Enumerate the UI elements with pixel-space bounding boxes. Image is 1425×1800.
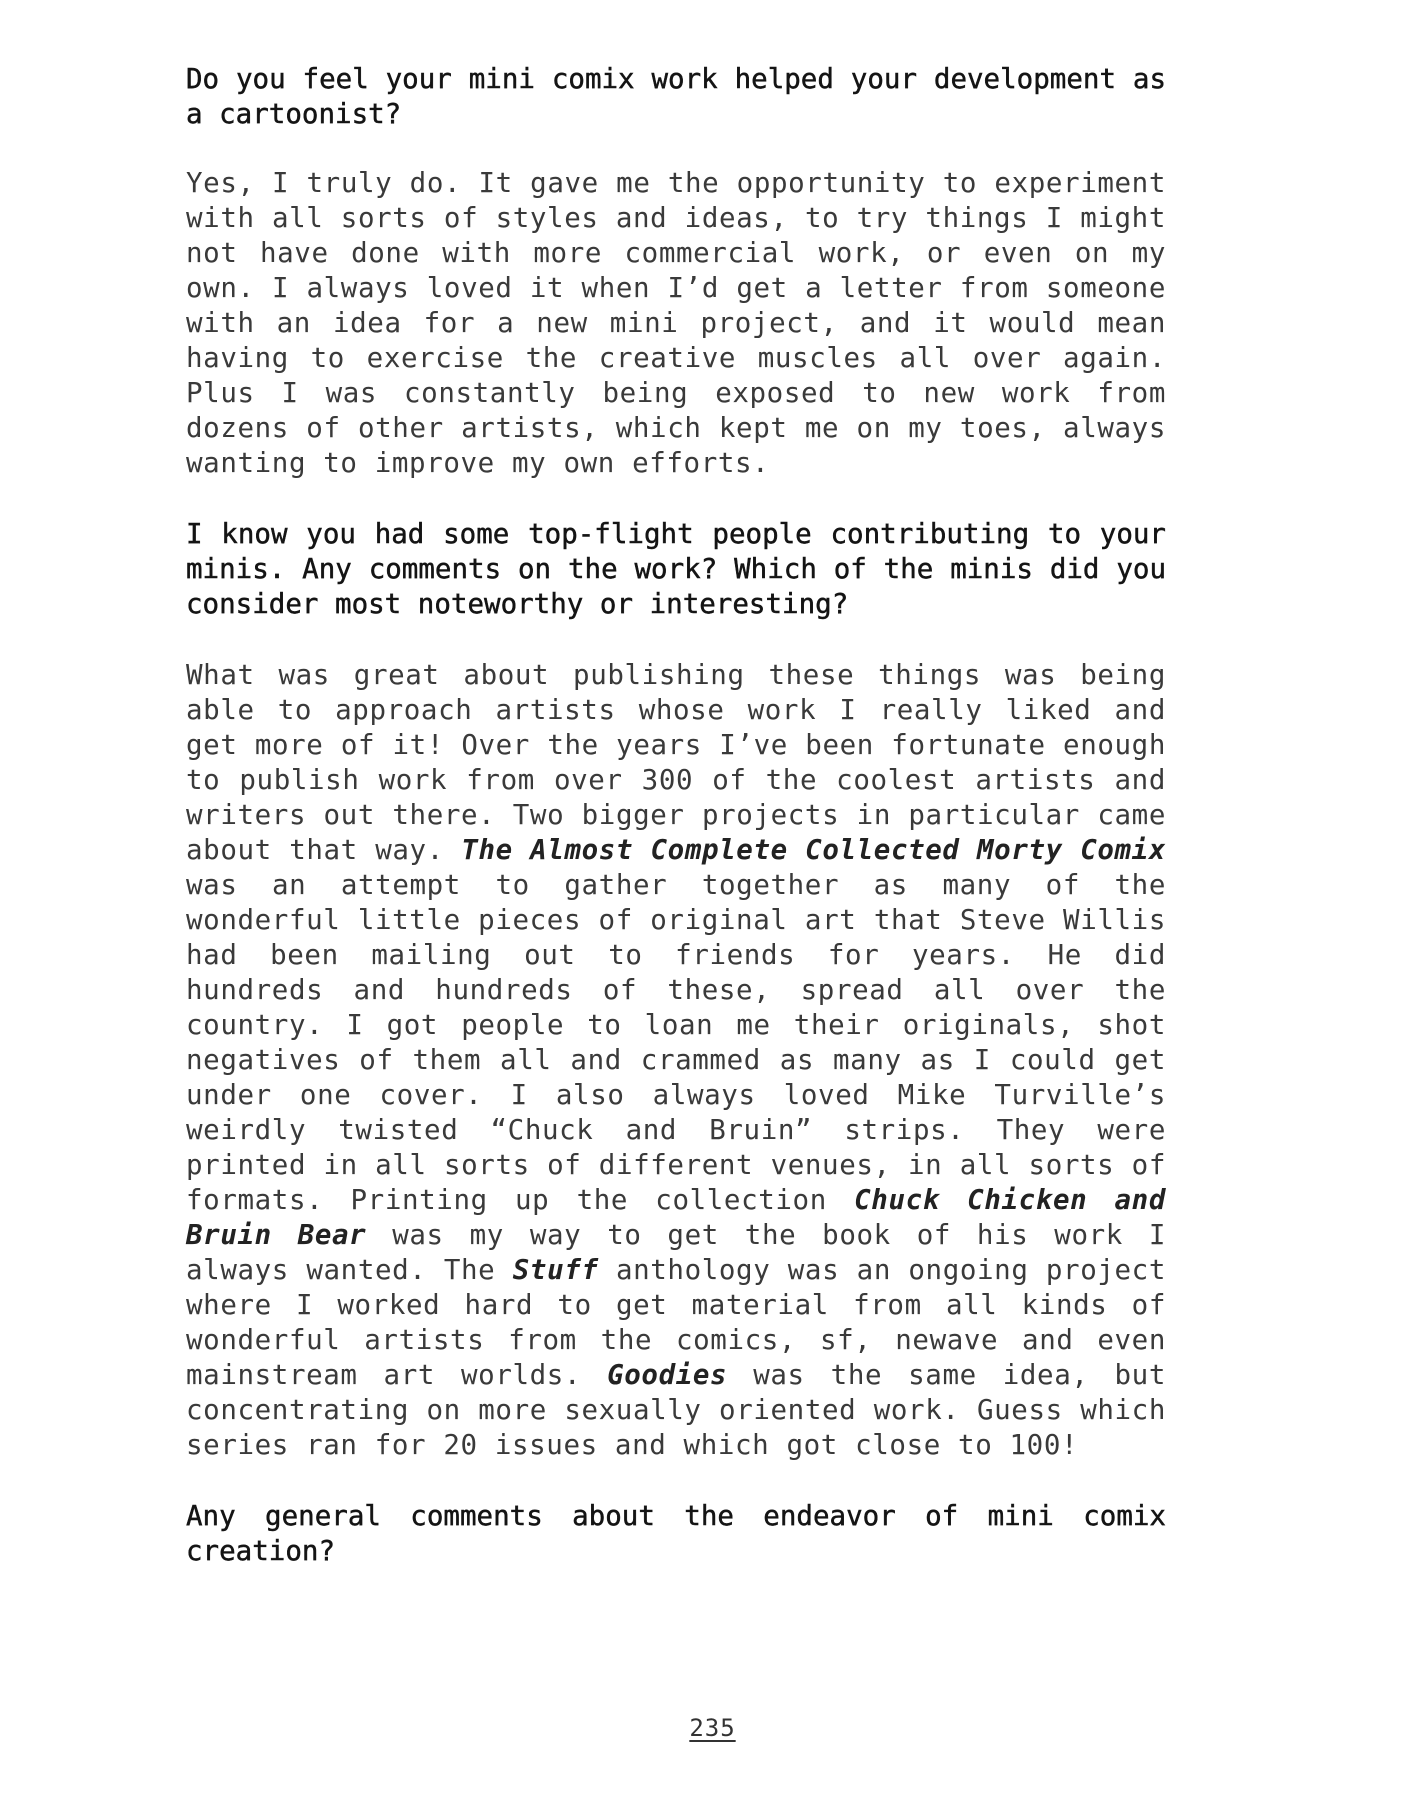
answer-text: anthology was an ongoing project where I worked hard to get material from all kinds of wonderful artists from the comics, sf, newave and even mainstream art worlds. bbox=[186, 1254, 1166, 1391]
answer-contributors bbox=[186, 658, 1166, 1463]
book-title-chuck-chicken: Chuck Chicken and Bruin Bear bbox=[186, 1184, 1166, 1251]
answer-development: Yes, I truly do. It gave me the opportunity to experiment with all sorts of styles and ideas, to try things I might not have done with more commercial work, or even on my own. I always loved it when I’d get a letter from someone with an idea for a new mini project, and it would mean having to exercise the creative muscles all over again. Plus I was constantly being exposed to new work from dozens of other artists, which kept me on my toes, always wanting to improve my own efforts. bbox=[186, 167, 1166, 479]
answer-text: was an attempt to gather together as many of the wonderful little pieces of original art that Steve Willis had been mailing out to friends for years. He did hundreds and hundreds of these, spread all over the country. I got people to loan me their originals, shot negatives of them all and crammed as many as I could get under one cover. I also always loved Mike Turville’s weirdly twisted “Chuck and Bruin” strips. They were printed in all sorts of different venues, in all sorts of formats. Printing up the collection bbox=[186, 869, 1166, 1216]
book-title-goodies: Goodies bbox=[607, 1359, 728, 1391]
book-title-stuff: Stuff bbox=[512, 1254, 599, 1286]
spacer bbox=[186, 481, 1166, 517]
page-number: 235 bbox=[689, 1714, 736, 1742]
spacer bbox=[186, 1463, 1166, 1499]
answer-text: was the same idea, but concentrating on more sexually oriented work. Guess which series ran for 20 issues and which got close to 100! bbox=[186, 1359, 1166, 1461]
spacer bbox=[186, 132, 1166, 166]
question-development: Do you feel your mini comix work helped your development as a cartoonist? bbox=[186, 63, 1166, 130]
answer-text: was my way to get the book of his work I always wanted. The bbox=[186, 1219, 1166, 1286]
question-general-comments: Any general comments about the endeavor of mini comix creation? bbox=[186, 1500, 1166, 1567]
interview-page bbox=[186, 62, 1166, 1569]
spacer bbox=[186, 622, 1166, 658]
book-title-morty-comix: The Almost Complete Collected Morty Comix bbox=[461, 834, 1166, 866]
answer-text: What was great about publishing these things was being able to approach artists whose work I really liked and get more of it! Over the years I’ve been fortunate enough to publish work from over 300 of the coolest artists and writers out there. Two bigger projects in particular came about that way. bbox=[186, 659, 1166, 866]
question-contributors: I know you had some top-flight people contributing to your minis. Any comments on the work? Which of the minis did you consider most noteworthy or interesting? bbox=[186, 518, 1166, 620]
